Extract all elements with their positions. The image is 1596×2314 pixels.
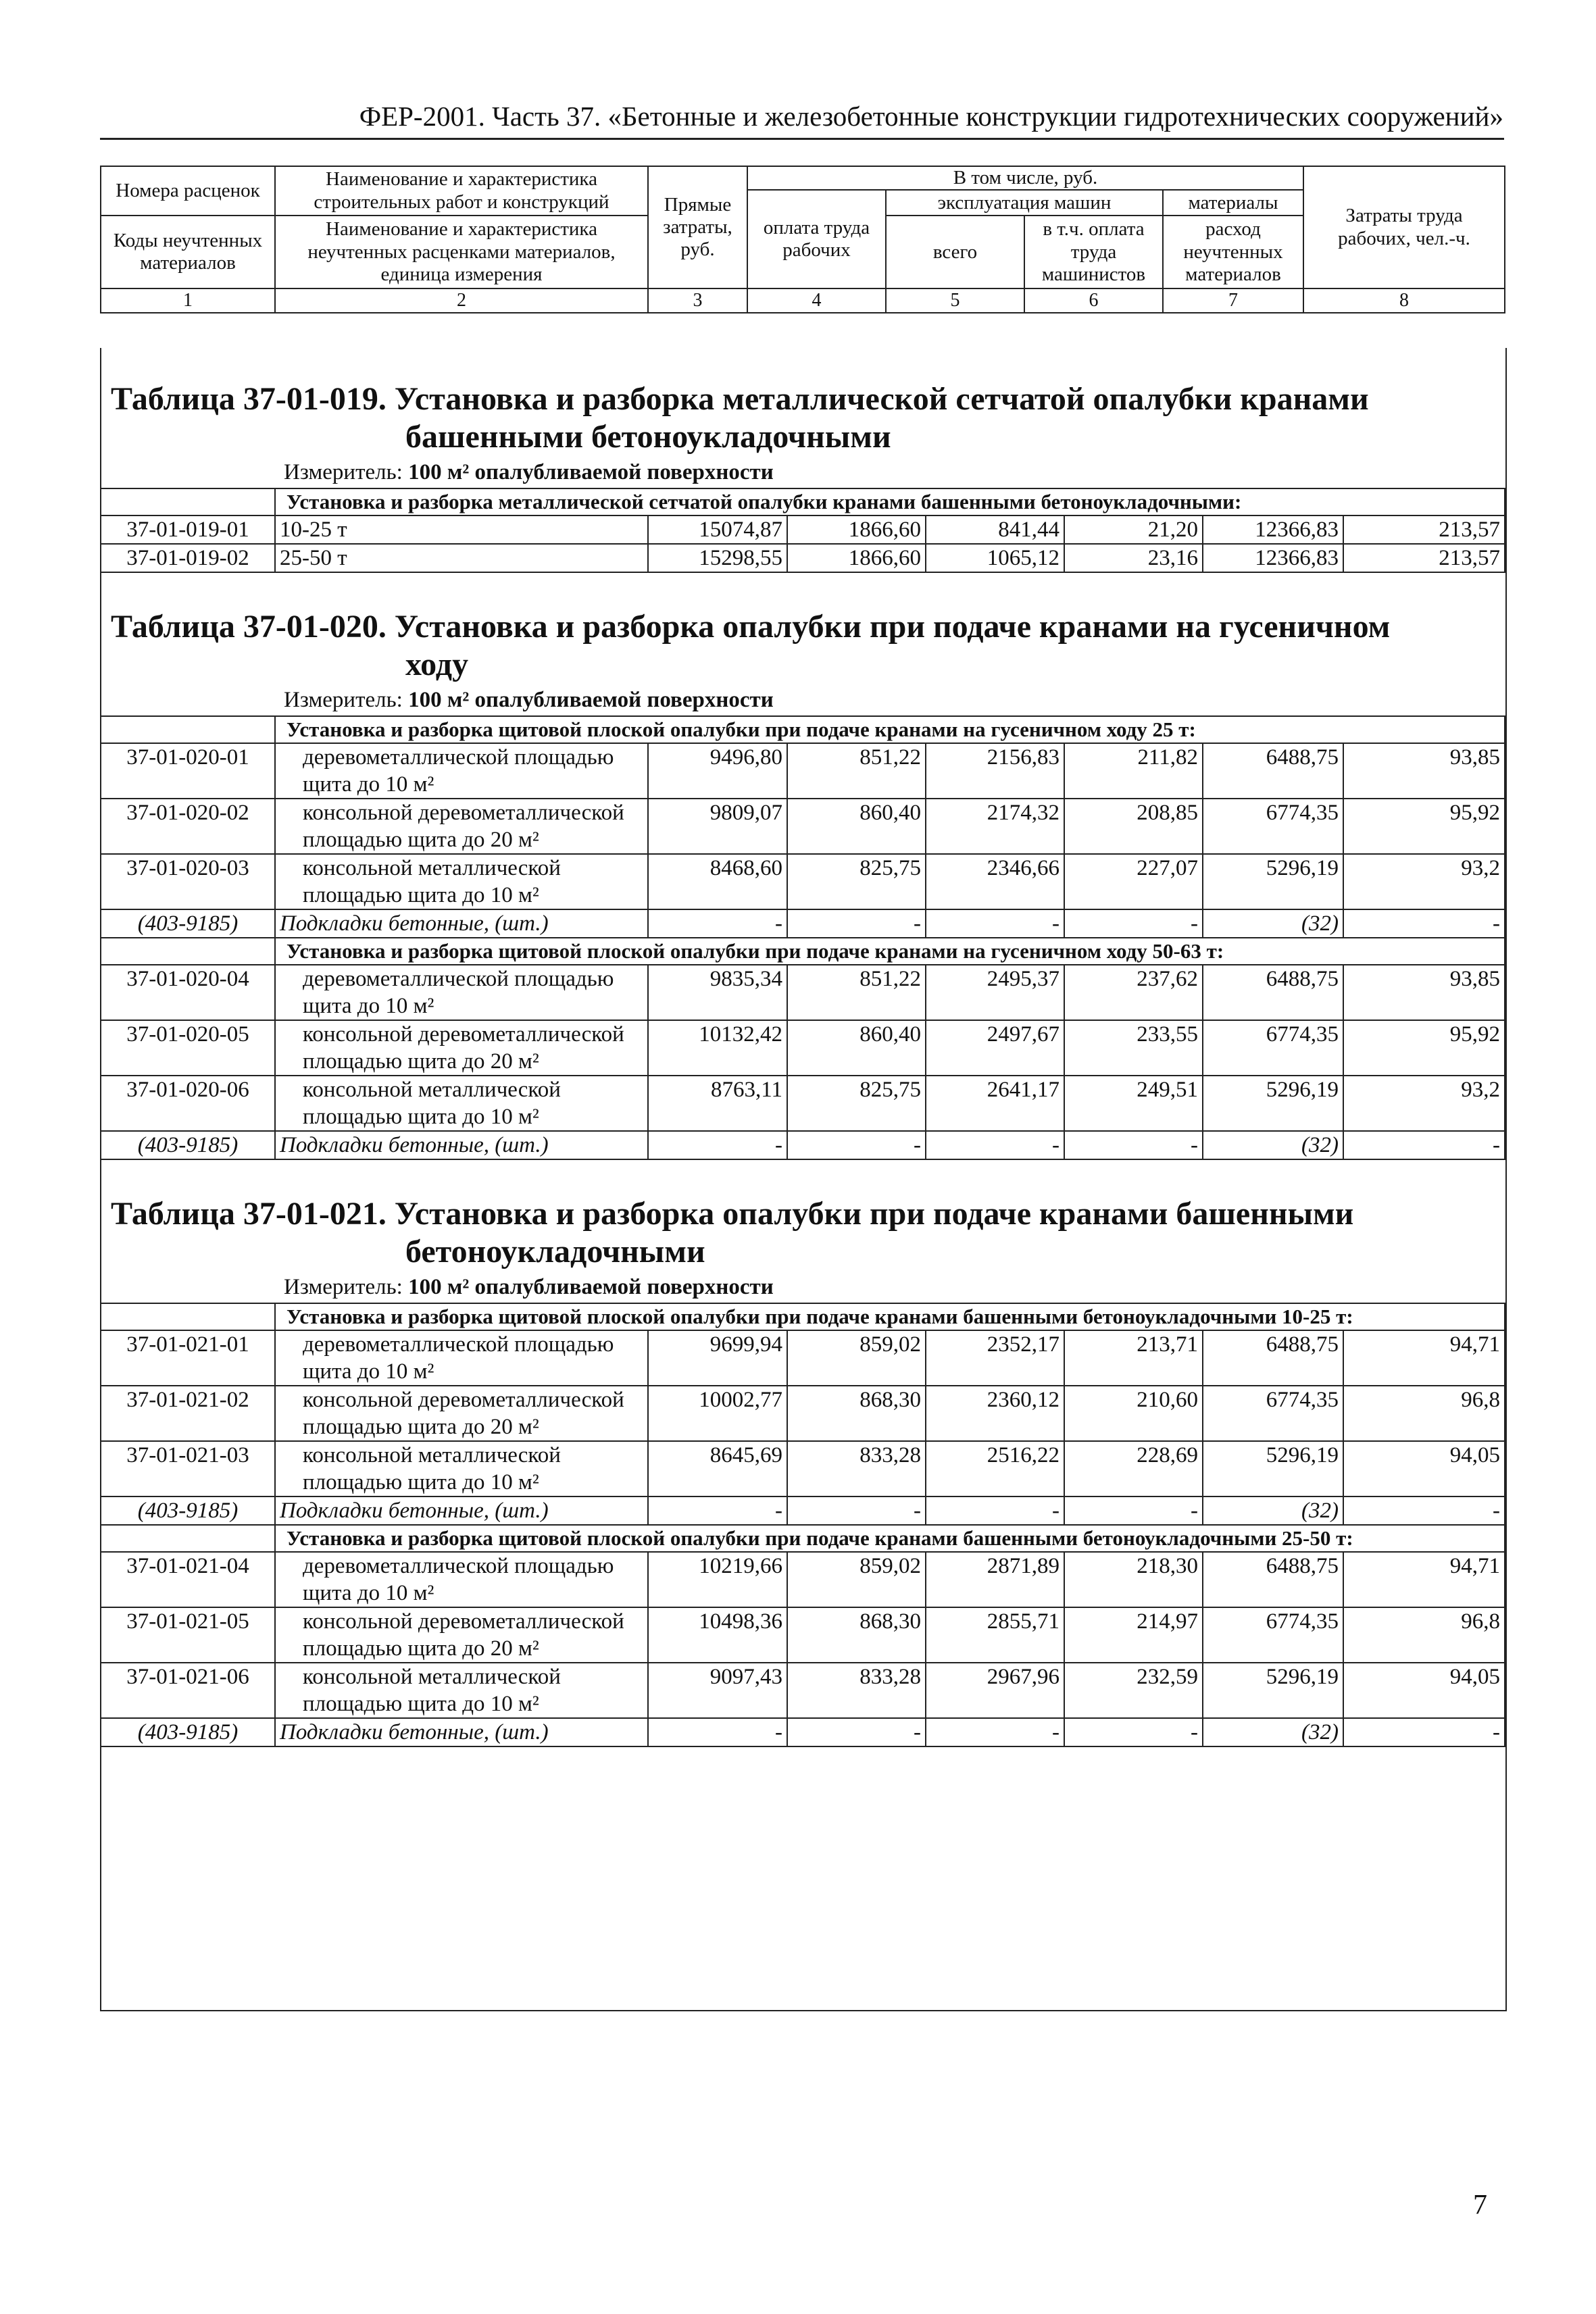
col-number: 3 — [648, 288, 747, 313]
table-row: 37-01-020-06 консольной металлической площадью щита до 10 м² 8763,11 825,75 2641,17 249,51 5296,19 93,2 — [101, 1076, 1505, 1131]
table-row: 37-01-019-02 25-50 т 15298,55 1866,60 1065,12 23,16 12366,83 213,57 — [101, 544, 1505, 572]
running-header: ФЕР-2001. Часть 37. «Бетонные и железобетонные конструкции гидротехнических сооружений» — [359, 101, 1503, 132]
page-number: 7 — [1473, 2190, 1487, 2221]
col3-header: Прямые затраты, руб. — [648, 166, 747, 288]
col-number: 4 — [747, 288, 886, 313]
meter-020: Измеритель: 100 м² опалубливаемой поверхности — [284, 688, 774, 712]
col-number: 1 — [101, 288, 275, 313]
table-019 — [100, 488, 1505, 573]
material-row: (403-9185) Подкладки бетонные, (шт.) - - - - (32) - — [101, 1496, 1505, 1525]
price-tables-body — [100, 348, 1507, 2011]
table-row: 37-01-020-04 деревометаллической площадью щита до 10 м² 9835,34 851,22 2495,37 237,62 6488,75 93,85 — [101, 965, 1505, 1020]
table-row: 37-01-021-04 деревометаллической площадью щита до 10 м² 10219,66 859,02 2871,89 218,30 6488,75 94,71 — [101, 1552, 1505, 1607]
group-header: В том числе, руб. — [747, 166, 1303, 190]
col4-header: оплата труда рабочих — [747, 190, 886, 288]
table-row: 37-01-021-05 консольной деревометаллической площадью щита до 20 м² 10498,36 868,30 2855,71 214,97 6774,35 96,8 — [101, 1607, 1505, 1663]
subheading: Установка и разборка щитовой плоской опалубки при подаче кранами на гусеничном ходу 50-63 т: — [275, 938, 1505, 965]
machines-header: эксплуатация машин — [886, 190, 1163, 216]
col-number: 8 — [1303, 288, 1505, 313]
subheading: Установка и разборка щитовой плоской опалубки при подаче кранами на гусеничном ходу 25 т: — [275, 716, 1505, 743]
table-row: 37-01-021-01 деревометаллической площадью щита до 10 м² 9699,94 859,02 2352,17 213,71 6488,75 94,71 — [101, 1330, 1505, 1386]
table-row: 37-01-020-01 деревометаллической площадью щита до 10 м² 9496,80 851,22 2156,83 211,82 6488,75 93,85 — [101, 743, 1505, 799]
table-row: 37-01-020-02 консольной деревометаллической площадью щита до 20 м² 9809,07 860,40 2174,32 208,85 6774,35 95,92 — [101, 799, 1505, 854]
col-number: 6 — [1024, 288, 1163, 313]
col1-bottom-header: Коды неучтенных материалов — [101, 216, 275, 288]
table-row: 37-01-019-01 10-25 т 15074,87 1866,60 841,44 21,20 12366,83 213,57 — [101, 515, 1505, 544]
material-row: (403-9185) Подкладки бетонные, (шт.) - - - - (32) - — [101, 909, 1505, 938]
col-number: 5 — [886, 288, 1024, 313]
col1-top-header: Номера расценок — [101, 166, 275, 216]
col2-top-header: Наименование и характеристика строительных работ и конструкций — [275, 166, 648, 216]
table-021 — [100, 1303, 1505, 1747]
material-row: (403-9185) Подкладки бетонные, (шт.) - - - - (32) - — [101, 1718, 1505, 1746]
subheading: Установка и разборка щитовой плоской опалубки при подаче кранами башенными бетоноукладочными 10-25 т: — [275, 1303, 1505, 1330]
material-row: (403-9185) Подкладки бетонные, (шт.) - - - - (32) - — [101, 1131, 1505, 1159]
header-rule — [100, 138, 1504, 140]
meter-021: Измеритель: 100 м² опалубливаемой поверхности — [284, 1275, 774, 1299]
table-title-021: Таблица 37-01-021. Установка и разборка опалубки при подаче кранами башенными бетоноукладочными — [111, 1196, 1354, 1269]
col7-header: расход неучтенных материалов — [1163, 216, 1303, 288]
column-header-table — [100, 166, 1505, 313]
table-title-020: Таблица 37-01-020. Установка и разборка опалубки при подаче кранами на гусеничном ходу — [111, 609, 1391, 682]
col5-header: всего — [886, 216, 1024, 288]
materials-header: материалы — [1163, 190, 1303, 216]
subheading: Установка и разборка металлической сетчатой опалубки кранами башенными бетоноукладочными: — [275, 488, 1505, 515]
col6-header: в т.ч. оплата труда машинистов — [1024, 216, 1163, 288]
meter-019: Измеритель: 100 м² опалубливаемой поверхности — [284, 460, 774, 484]
table-row: 37-01-021-02 консольной деревометаллической площадью щита до 20 м² 10002,77 868,30 2360,12 210,60 6774,35 96,8 — [101, 1386, 1505, 1441]
col-number: 7 — [1163, 288, 1303, 313]
subheading: Установка и разборка щитовой плоской опалубки при подаче кранами башенными бетоноукладочными 25-50 т: — [275, 1525, 1505, 1552]
table-title-019: Таблица 37-01-019. Установка и разборка металлической сетчатой опалубки кранами башенными бетоноукладочными — [111, 381, 1369, 455]
col-number: 2 — [275, 288, 648, 313]
table-row: 37-01-020-03 консольной металлической площадью щита до 10 м² 8468,60 825,75 2346,66 227,07 5296,19 93,2 — [101, 854, 1505, 909]
col2-bottom-header: Наименование и характеристика неучтенных расценками материалов, единица измерения — [275, 216, 648, 288]
table-row: 37-01-021-06 консольной металлической площадью щита до 10 м² 9097,43 833,28 2967,96 232,59 5296,19 94,05 — [101, 1663, 1505, 1718]
table-row: 37-01-020-05 консольной деревометаллической площадью щита до 20 м² 10132,42 860,40 2497,67 233,55 6774,35 95,92 — [101, 1020, 1505, 1076]
col8-header: Затраты труда рабочих, чел.-ч. — [1303, 166, 1505, 288]
table-020 — [100, 715, 1505, 1160]
table-row: 37-01-021-03 консольной металлической площадью щита до 10 м² 8645,69 833,28 2516,22 228,69 5296,19 94,05 — [101, 1441, 1505, 1496]
